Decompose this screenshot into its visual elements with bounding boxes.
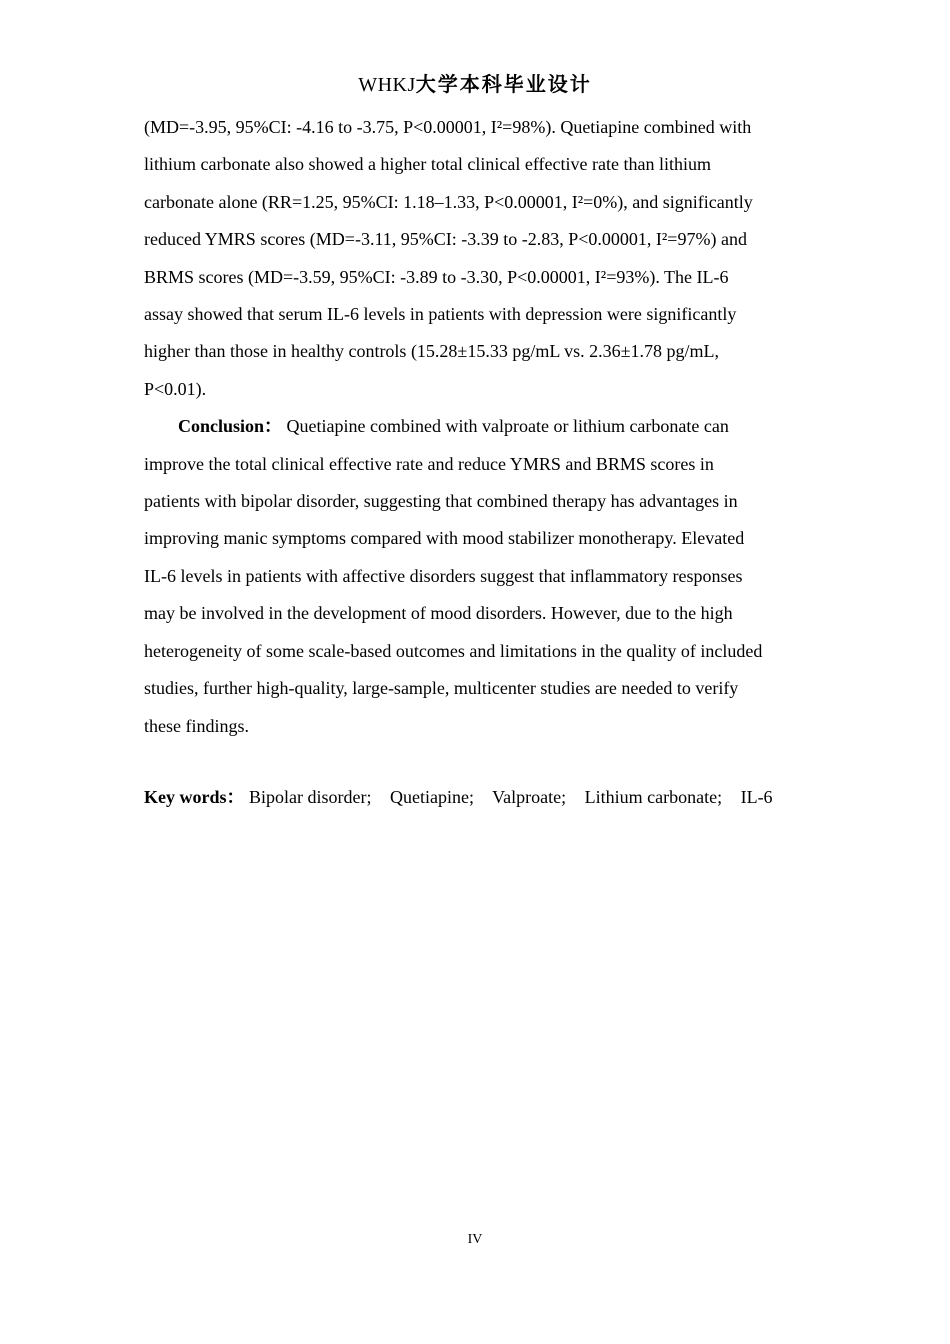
conclusion-first-line bbox=[144, 408, 804, 445]
text-line: carbonate alone (RR=1.25, 95%CI: 1.18–1.33, P<0.00001, I²=0%), and significantly bbox=[144, 191, 753, 212]
text-line: may be involved in the development of mood disorders. However, due to the high bbox=[144, 603, 733, 624]
results-paragraph bbox=[144, 109, 804, 408]
abstract-body bbox=[144, 109, 804, 745]
conclusion-paragraph bbox=[144, 408, 804, 745]
keywords-line bbox=[144, 779, 824, 816]
conclusion-heading: Conclusion： bbox=[178, 416, 283, 437]
text-line: studies, further high-quality, large-sample, multicenter studies are needed to verify bbox=[144, 678, 739, 699]
header-latin: WHKJ bbox=[358, 74, 416, 96]
text-line: P<0.01). bbox=[144, 378, 207, 399]
text-line: patients with bipolar disorder, suggesting that combined therapy has advantages in bbox=[144, 491, 738, 512]
text-line: improving manic symptoms compared with mood stabilizer monotherapy. Elevated bbox=[144, 528, 745, 549]
text-line: heterogeneity of some scale-based outcomes and limitations in the quality of included bbox=[144, 640, 763, 661]
text-line: IL-6 levels in patients with affective disorders suggest that inflammatory responses bbox=[144, 565, 743, 586]
text-line: reduced YMRS scores (MD=-3.11, 95%CI: -3.39 to -2.83, P<0.00001, I²=97%) and bbox=[144, 229, 747, 250]
header-chinese: 大学本科毕业设计 bbox=[415, 72, 592, 96]
text-line: improve the total clinical effective rate and reduce YMRS and BRMS scores in bbox=[144, 453, 714, 474]
text-line: (MD=-3.95, 95%CI: -4.16 to -3.75, P<0.00001, I²=98%). Quetiapine combined with bbox=[144, 117, 752, 137]
keyword: Valproate; bbox=[492, 787, 567, 807]
keywords-label: Key words： bbox=[144, 787, 245, 807]
keyword: Quetiapine; bbox=[389, 787, 474, 807]
text-line: BRMS scores (MD=-3.59, 95%CI: -3.89 to -3.30, P<0.00001, I²=93%). The IL-6 bbox=[144, 266, 729, 287]
page-header bbox=[0, 72, 950, 97]
text-line: lithium carbonate also showed a higher total clinical effective rate than lithium bbox=[144, 154, 711, 175]
keyword: Lithium carbonate; bbox=[584, 787, 723, 807]
page-number: IV bbox=[467, 1232, 483, 1247]
keyword: IL-6 bbox=[740, 787, 773, 807]
text-line: higher than those in healthy controls (15.28±15.33 pg/mL vs. 2.36±1.78 pg/mL, bbox=[144, 341, 720, 362]
text-line: these findings. bbox=[144, 715, 249, 736]
text-line: Quetiapine combined with valproate or lithium carbonate can bbox=[286, 416, 729, 437]
text-line: assay showed that serum IL-6 levels in patients with depression were significantly bbox=[144, 304, 737, 325]
keyword: Bipolar disorder; bbox=[249, 787, 372, 807]
